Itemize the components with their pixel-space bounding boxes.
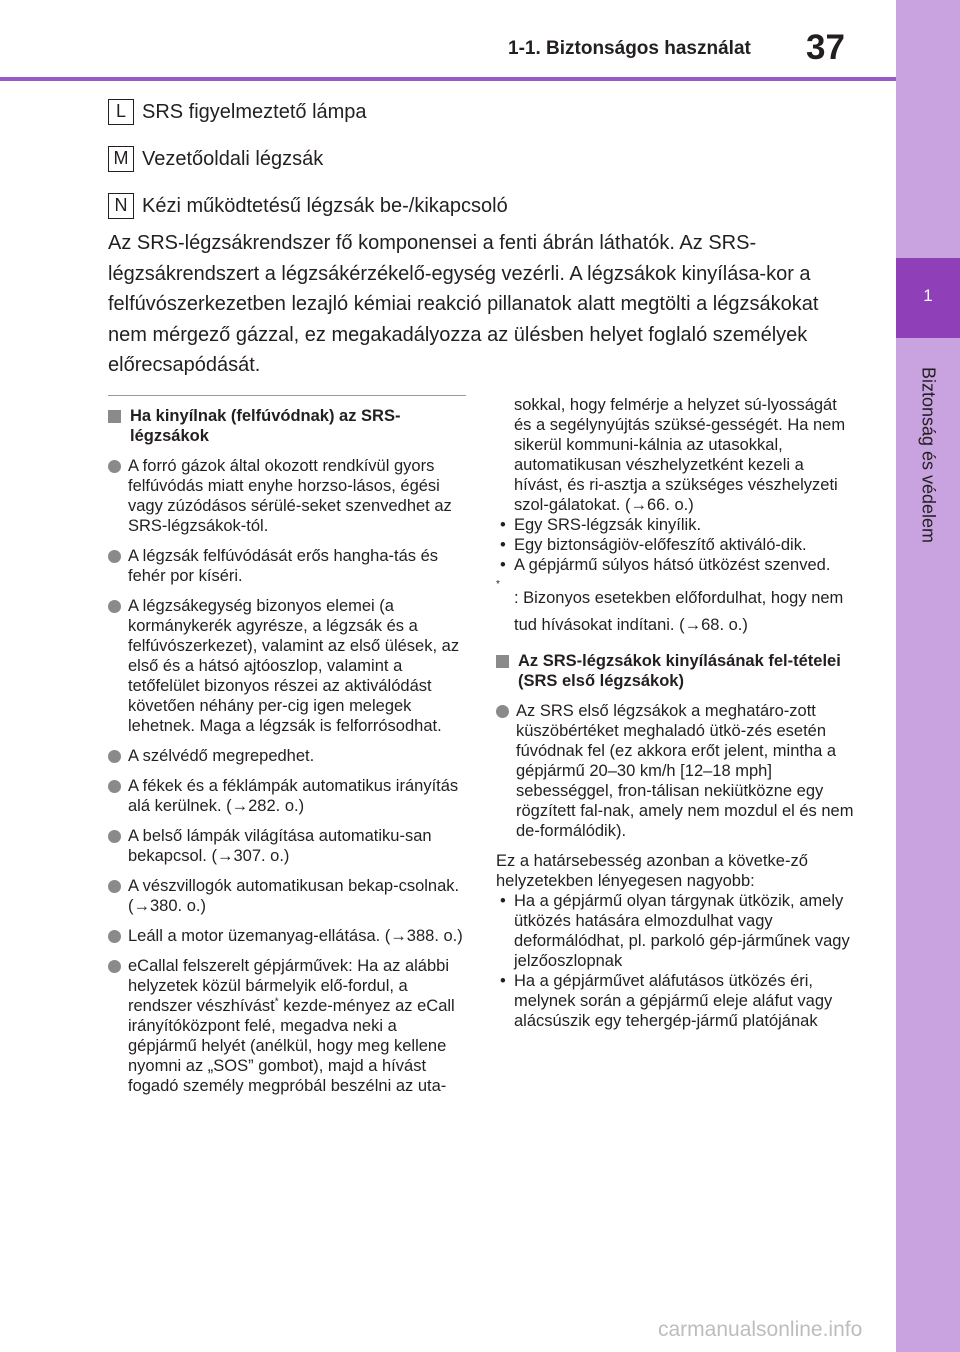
section-divider (108, 395, 466, 396)
list-item-text: A vészvillogók automatikusan bekap-csolnak. (→380. o.) (128, 877, 460, 915)
list-item (108, 826, 468, 866)
sub-list-item-text: Ha a gépjármű olyan tárgynak ütközik, amely ütközés hatására elmozdulhat vagy deformálódhat, pl. parkoló gép-járműnek vagy jelzőoszlopnak (514, 892, 850, 970)
circle-bullet-icon (108, 930, 121, 943)
sub-list-item-text: Egy biztonságiöv-előfeszítő aktiváló-dik. (514, 536, 807, 554)
circle-bullet-icon (108, 830, 121, 843)
square-bullet-icon (108, 410, 121, 423)
bullet-dot-icon: • (500, 536, 506, 554)
chapter-title: Biztonság és védelem (918, 366, 939, 544)
list-item (108, 596, 468, 736)
circle-bullet-icon (108, 550, 121, 563)
circle-bullet-icon (496, 705, 509, 718)
legend-key: M (108, 146, 134, 172)
header-title: 1-1. Biztonságos használat (508, 38, 751, 59)
list-item (108, 776, 468, 816)
list-item-text: A légzsákegység bizonyos elemei (a kormánykerék agyrésze, a légzsák és a felfúvószerkezet), valamint az első ülések, az első és a hátsó ajtóoszlop, valamint a tetőfelület bizonyos részei az aktiválódást követően néhány per-cig igen melegek lehetnek. Maga a légzsák is felforrósodhat. (128, 597, 460, 735)
chapter-number: 1 (923, 286, 933, 305)
chapter-number-box[interactable] (896, 258, 960, 338)
ecall-text-end: kezde-ményez az eCall irányítóközpont felé, megadva neki a gépjármű helyét (anélkül, hogy meg kellene nyomni az „SOS” gombot), majd a hívást fogadó személy megpróbál beszélni az uta- (128, 997, 455, 1095)
sub-list-item (496, 555, 856, 575)
square-bullet-icon (496, 655, 509, 668)
right-column (496, 395, 856, 1031)
list-item-text: Leáll a motor üzemanyag-ellátása. (→388. o.) (128, 927, 463, 945)
list-item (108, 876, 468, 916)
header-divider (0, 77, 896, 81)
list-item (108, 926, 468, 946)
legend-item-n (108, 192, 508, 220)
intro-paragraph: Az SRS-légzsákrendszer fő komponensei a fenti ábrán láthatók. Az SRS-légzsákrendszert a légzsákérzékelő-egység vezérli. A légzsákok kinyílása-kor a felfúvószerkezetben lezajló kémiai reakció pillanatok alatt megtölti a légzsákokat nem mérgező gázzal, ez megakadályozza az ülésben helyet foglaló személyek előrecsapódását. (108, 232, 819, 376)
sub-list-item (496, 971, 856, 1031)
legend-label: Kézi működtetésű légzsák be-/kikapcsoló (142, 194, 508, 217)
section-heading (496, 651, 856, 691)
legend-item-l (108, 98, 367, 126)
circle-bullet-icon (108, 460, 121, 473)
legend-label: SRS figyelmeztető lámpa (142, 100, 367, 123)
chapter-side-tab (896, 0, 960, 1352)
circle-bullet-icon (108, 780, 121, 793)
legend-key: L (108, 99, 134, 125)
sub-list-item-text: Ha a gépjárművet aláfutásos ütközés éri, melynek során a gépjármű eleje aláfut vagy alácsúszik egy tehergép-jármű platójának (514, 972, 833, 1030)
bullet-dot-icon: • (500, 556, 506, 574)
legend-key: N (108, 193, 134, 219)
circle-bullet-icon (108, 880, 121, 893)
bullet-dot-icon: • (500, 972, 506, 990)
bullet-dot-icon: • (500, 516, 506, 534)
list-item-text: A fékek és a féklámpák automatikus irányítás alá kerülnek. (→282. o.) (128, 777, 459, 815)
list-item-text: A légzsák felfúvódását erős hangha-tás és fehér por kíséri. (128, 547, 439, 585)
list-item (108, 456, 468, 536)
list-item-text: A szélvédő megrepedhet. (128, 747, 315, 765)
list-item-text: A belső lámpák világítása automatiku-san bekapcsol. (→307. o.) (128, 827, 432, 865)
legend-item-m (108, 145, 323, 173)
list-item (496, 701, 856, 841)
section-heading (108, 406, 468, 446)
sub-list-item-text: A gépjármű súlyos hátsó ütközést szenved. (514, 556, 831, 574)
sub-list-item-text: Egy SRS-légzsák kinyílik. (514, 516, 702, 534)
list-item (108, 546, 468, 586)
list-item (108, 746, 468, 766)
footnote: * : Bizonyos esetekben előfordulhat, hogy nem tud hívásokat indítani. (→68. o.) (496, 579, 844, 634)
page-header (0, 0, 896, 80)
footnote-text: : Bizonyos esetekben előfordulhat, hogy nem tud hívásokat indítani. (→68. o.) (514, 589, 844, 634)
list-item-ecall (108, 956, 468, 1096)
section-heading-text: Ha kinyílnak (felfúvódnak) az SRS-légzsákok (130, 407, 401, 445)
list-item-text: A forró gázok által okozott rendkívül gyors felfúvódás miatt enyhe horzso-lásos, égési vagy zúzódásos sérülé-seket szenvedhet az SRS-légzsákok-tól. (128, 457, 452, 535)
sub-list-item (496, 535, 856, 555)
legend-label: Vezetőoldali légzsák (142, 147, 324, 170)
circle-bullet-icon (108, 600, 121, 613)
list-item-text: Az SRS első légzsákok a meghatáro-zott küszöbértéket meghaladó ütkö-zés esetén fúvódnak fel (ez akkora erőt jelent, mintha a gépjármű 20–30 km/h [12–18 mph] sebességgel, fron-tálisan nekiütközne egy rögzített fal-nak, amely nem mozdul el és nem de-formálódik). (516, 702, 854, 840)
ecall-text-start: eCallal felszerelt gépjárművek: Ha az alábbi helyzetek közül bármelyik elő-fordul, a rendszer vészhívást (128, 957, 449, 1015)
left-column (108, 395, 468, 1106)
page-number: 37 (806, 28, 845, 67)
watermark: carmanualsonline.info (658, 1318, 863, 1341)
section-heading-text: Az SRS-légzsákok kinyílásának fel-tételei (SRS első légzsákok) (518, 652, 841, 690)
sub-list-item (496, 515, 856, 535)
circle-bullet-icon (108, 960, 121, 973)
footnote-marker: * (274, 996, 279, 1008)
circle-bullet-icon (108, 750, 121, 763)
body-paragraph: Ez a határsebesség azonban a követke-ző helyzetekben lényegesen nagyobb: (496, 852, 808, 890)
continuation-text: sokkal, hogy felmérje a helyzet sú-lyosságát és a segélynyújtás szüksé-gességét. Ha nem sikerül kommuni-kálnia az utasokkal, automatikusan vészhelyzetként kezeli a hívást, és ri-asztja a szükséges vészhelyzeti szol-gálatokat. (→66. o.) (514, 396, 846, 514)
sub-list-item (496, 891, 856, 971)
bullet-dot-icon: • (500, 892, 506, 910)
